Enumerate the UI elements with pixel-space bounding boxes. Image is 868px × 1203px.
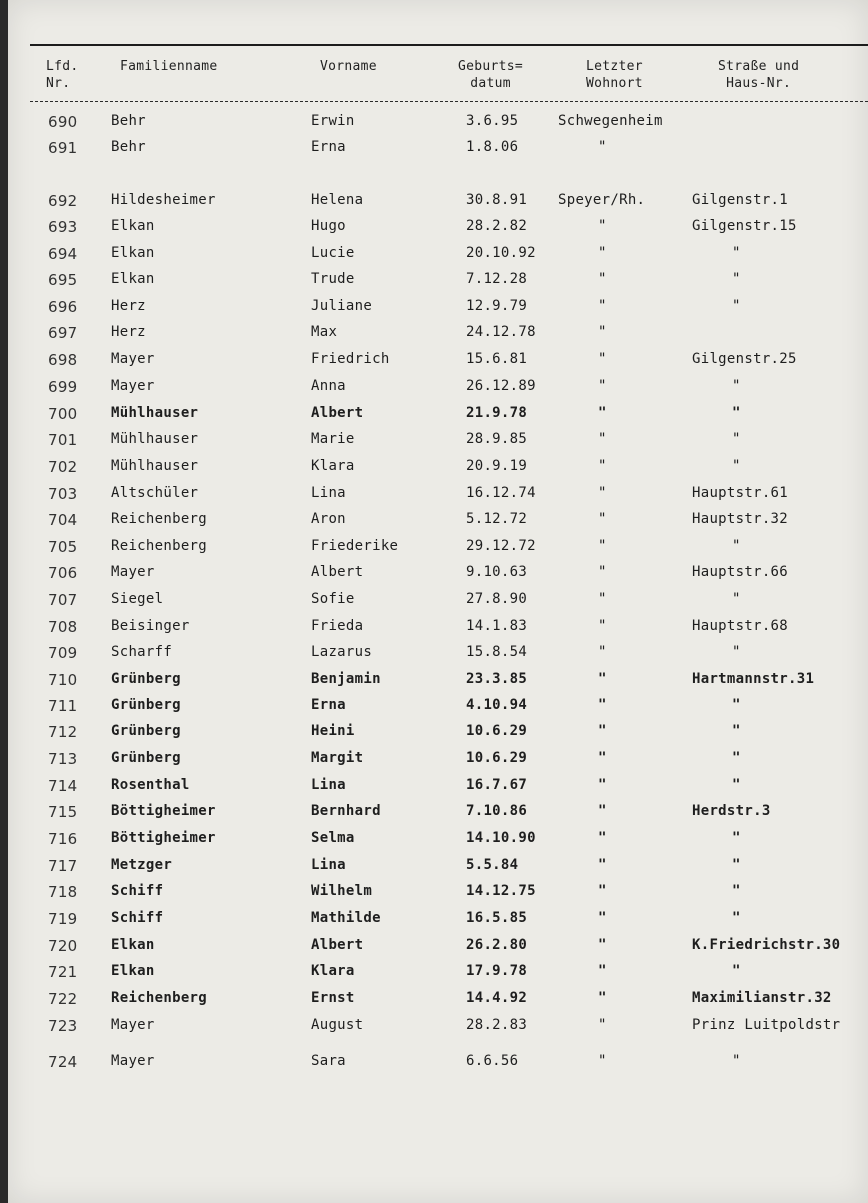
cell-strasse: " (732, 271, 741, 287)
cell-familienname: Reichenberg (111, 511, 208, 527)
cell-vorname: Selma (311, 830, 355, 846)
cell-nr: 694 (48, 245, 78, 263)
cell-geburtsdatum: 7.12.28 (466, 271, 528, 287)
cell-vorname: Klara (311, 963, 355, 979)
cell-nr: 713 (48, 750, 78, 768)
cell-nr: 705 (48, 538, 78, 556)
cell-vorname: Hugo (311, 218, 346, 234)
cell-strasse: " (732, 910, 741, 926)
cell-wohnort: " (598, 458, 607, 474)
cell-nr: 715 (48, 803, 78, 821)
cell-vorname: Erwin (311, 113, 355, 129)
cell-geburtsdatum: 16.5.85 (466, 910, 528, 926)
top-rule (30, 44, 868, 46)
header-vorname: Vorname (320, 59, 377, 74)
cell-vorname: Lina (311, 857, 346, 873)
cell-familienname: Grünberg (111, 750, 181, 766)
cell-wohnort: " (598, 937, 607, 953)
cell-geburtsdatum: 16.12.74 (466, 485, 536, 501)
cell-nr: 704 (48, 511, 78, 529)
cell-strasse: Gilgenstr.15 (692, 218, 797, 234)
cell-vorname: Mathilde (311, 910, 381, 926)
cell-familienname: Beisinger (111, 618, 190, 634)
cell-wohnort: " (598, 883, 607, 899)
cell-familienname: Mühlhauser (111, 405, 199, 421)
cell-vorname: Ernst (311, 990, 355, 1006)
cell-familienname: Elkan (111, 271, 155, 287)
cell-strasse: K.Friedrichstr.30 (692, 937, 841, 953)
cell-wohnort: " (598, 405, 607, 421)
cell-wohnort: " (598, 671, 607, 687)
cell-strasse: " (732, 538, 741, 554)
cell-nr: 701 (48, 431, 78, 449)
cell-wohnort: " (598, 857, 607, 873)
cell-wohnort: " (598, 990, 607, 1006)
cell-strasse: Gilgenstr.1 (692, 192, 789, 208)
cell-vorname: Aron (311, 511, 346, 527)
cell-familienname: Schiff (111, 883, 164, 899)
cell-familienname: Elkan (111, 963, 155, 979)
cell-familienname: Grünberg (111, 671, 181, 687)
cell-vorname: Marie (311, 431, 355, 447)
cell-geburtsdatum: 26.2.80 (466, 937, 528, 953)
cell-wohnort: " (598, 697, 607, 713)
header-nr: Lfd. Nr. (46, 59, 79, 91)
cell-familienname: Mayer (111, 564, 155, 580)
cell-vorname: Lina (311, 777, 346, 793)
cell-wohnort: " (598, 803, 607, 819)
cell-familienname: Böttigheimer (111, 803, 216, 819)
cell-vorname: Friedrich (311, 351, 390, 367)
cell-geburtsdatum: 20.9.19 (466, 458, 528, 474)
cell-wohnort: " (598, 218, 607, 234)
cell-geburtsdatum: 15.6.81 (466, 351, 528, 367)
cell-strasse: " (732, 1053, 741, 1069)
cell-nr: 708 (48, 618, 78, 636)
cell-geburtsdatum: 29.12.72 (466, 538, 536, 554)
cell-strasse: " (732, 245, 741, 261)
cell-nr: 691 (48, 139, 78, 157)
cell-familienname: Elkan (111, 245, 155, 261)
cell-nr: 702 (48, 458, 78, 476)
cell-wohnort: " (598, 431, 607, 447)
header-geburtsdatum: Geburts= datum (458, 59, 524, 91)
cell-strasse: " (732, 750, 741, 766)
cell-familienname: Scharff (111, 644, 173, 660)
cell-geburtsdatum: 14.1.83 (466, 618, 528, 634)
cell-familienname: Hildesheimer (111, 192, 216, 208)
cell-wohnort: " (598, 271, 607, 287)
cell-nr: 710 (48, 671, 78, 689)
cell-vorname: Juliane (311, 298, 373, 314)
cell-strasse: Prinz Luitpoldstr (692, 1017, 841, 1033)
cell-geburtsdatum: 3.6.95 (466, 113, 519, 129)
cell-nr: 724 (48, 1053, 78, 1071)
cell-vorname: Anna (311, 378, 346, 394)
cell-wohnort: Schwegenheim (558, 113, 663, 129)
cell-wohnort: " (598, 351, 607, 367)
cell-vorname: Frieda (311, 618, 364, 634)
cell-vorname: Helena (311, 192, 364, 208)
cell-vorname: Erna (311, 139, 346, 155)
cell-strasse: " (732, 857, 741, 873)
cell-familienname: Grünberg (111, 723, 181, 739)
cell-familienname: Elkan (111, 937, 155, 953)
cell-wohnort: " (598, 910, 607, 926)
cell-geburtsdatum: 14.10.90 (466, 830, 536, 846)
cell-geburtsdatum: 30.8.91 (466, 192, 528, 208)
cell-wohnort: " (598, 298, 607, 314)
cell-nr: 695 (48, 271, 78, 289)
cell-vorname: Heini (311, 723, 355, 739)
cell-wohnort: " (598, 1053, 607, 1069)
cell-nr: 718 (48, 883, 78, 901)
cell-vorname: August (311, 1017, 364, 1033)
cell-geburtsdatum: 15.8.54 (466, 644, 528, 660)
cell-nr: 697 (48, 324, 78, 342)
cell-vorname: Albert (311, 564, 364, 580)
cell-geburtsdatum: 20.10.92 (466, 245, 536, 261)
document-page (8, 0, 868, 1203)
cell-vorname: Benjamin (311, 671, 381, 687)
cell-wohnort: " (598, 830, 607, 846)
cell-nr: 721 (48, 963, 78, 981)
cell-familienname: Reichenberg (111, 538, 208, 554)
header-wohnort: Letzter Wohnort (586, 59, 643, 91)
cell-familienname: Herz (111, 324, 146, 340)
cell-familienname: Mayer (111, 1017, 155, 1033)
cell-familienname: Metzger (111, 857, 173, 873)
cell-nr: 714 (48, 777, 78, 795)
cell-strasse: Hauptstr.61 (692, 485, 789, 501)
cell-geburtsdatum: 1.8.06 (466, 139, 519, 155)
cell-geburtsdatum: 12.9.79 (466, 298, 528, 314)
cell-nr: 711 (48, 697, 78, 715)
cell-geburtsdatum: 9.10.63 (466, 564, 528, 580)
cell-geburtsdatum: 24.12.78 (466, 324, 536, 340)
cell-strasse: " (732, 723, 741, 739)
cell-geburtsdatum: 28.2.82 (466, 218, 528, 234)
cell-wohnort: " (598, 511, 607, 527)
cell-familienname: Mayer (111, 378, 155, 394)
cell-nr: 720 (48, 937, 78, 955)
cell-nr: 703 (48, 485, 78, 503)
cell-vorname: Albert (311, 937, 364, 953)
cell-strasse: Gilgenstr.25 (692, 351, 797, 367)
cell-familienname: Behr (111, 139, 146, 155)
cell-strasse: " (732, 883, 741, 899)
cell-familienname: Siegel (111, 591, 164, 607)
cell-strasse: Herdstr.3 (692, 803, 771, 819)
cell-geburtsdatum: 10.6.29 (466, 723, 528, 739)
cell-wohnort: " (598, 644, 607, 660)
cell-vorname: Wilhelm (311, 883, 373, 899)
cell-vorname: Sara (311, 1053, 346, 1069)
cell-nr: 692 (48, 192, 78, 210)
cell-wohnort: " (598, 564, 607, 580)
cell-wohnort: " (598, 750, 607, 766)
cell-geburtsdatum: 21.9.78 (466, 405, 528, 421)
cell-geburtsdatum: 14.4.92 (466, 990, 528, 1006)
cell-geburtsdatum: 7.10.86 (466, 803, 528, 819)
cell-strasse: " (732, 644, 741, 660)
cell-geburtsdatum: 10.6.29 (466, 750, 528, 766)
cell-wohnort: " (598, 723, 607, 739)
cell-vorname: Erna (311, 697, 346, 713)
cell-wohnort: Speyer/Rh. (558, 192, 646, 208)
cell-vorname: Lazarus (311, 644, 373, 660)
cell-geburtsdatum: 5.12.72 (466, 511, 528, 527)
cell-geburtsdatum: 26.12.89 (466, 378, 536, 394)
cell-geburtsdatum: 28.9.85 (466, 431, 528, 447)
cell-geburtsdatum: 28.2.83 (466, 1017, 528, 1033)
cell-strasse: " (732, 963, 741, 979)
cell-geburtsdatum: 4.10.94 (466, 697, 528, 713)
cell-nr: 717 (48, 857, 78, 875)
cell-wohnort: " (598, 324, 607, 340)
cell-vorname: Lina (311, 485, 346, 501)
cell-strasse: " (732, 777, 741, 793)
cell-strasse: " (732, 378, 741, 394)
cell-strasse: Hauptstr.68 (692, 618, 789, 634)
cell-geburtsdatum: 16.7.67 (466, 777, 528, 793)
cell-nr: 722 (48, 990, 78, 1008)
cell-nr: 719 (48, 910, 78, 928)
cell-familienname: Behr (111, 113, 146, 129)
cell-familienname: Grünberg (111, 697, 181, 713)
cell-strasse: " (732, 298, 741, 314)
cell-geburtsdatum: 6.6.56 (466, 1053, 519, 1069)
cell-strasse: " (732, 830, 741, 846)
cell-familienname: Mayer (111, 351, 155, 367)
cell-vorname: Klara (311, 458, 355, 474)
cell-vorname: Lucie (311, 245, 355, 261)
cell-familienname: Altschüler (111, 485, 199, 501)
cell-familienname: Rosenthal (111, 777, 190, 793)
cell-familienname: Reichenberg (111, 990, 208, 1006)
cell-strasse: " (732, 591, 741, 607)
cell-wohnort: " (598, 591, 607, 607)
cell-wohnort: " (598, 245, 607, 261)
cell-vorname: Bernhard (311, 803, 381, 819)
cell-familienname: Herz (111, 298, 146, 314)
cell-nr: 716 (48, 830, 78, 848)
header-familienname: Familienname (120, 59, 218, 74)
cell-nr: 707 (48, 591, 78, 609)
cell-nr: 699 (48, 378, 78, 396)
cell-nr: 690 (48, 113, 78, 131)
cell-geburtsdatum: 27.8.90 (466, 591, 528, 607)
cell-nr: 696 (48, 298, 78, 316)
cell-familienname: Mühlhauser (111, 458, 199, 474)
cell-strasse: " (732, 405, 741, 421)
cell-strasse: Hartmannstr.31 (692, 671, 815, 687)
cell-familienname: Mühlhauser (111, 431, 199, 447)
cell-strasse: Hauptstr.66 (692, 564, 789, 580)
cell-nr: 706 (48, 564, 78, 582)
cell-strasse: Hauptstr.32 (692, 511, 789, 527)
header-strasse: Straße und Haus-Nr. (718, 59, 800, 91)
cell-vorname: Max (311, 324, 338, 340)
cell-strasse: Maximilianstr.32 (692, 990, 832, 1006)
cell-familienname: Mayer (111, 1053, 155, 1069)
cell-strasse: " (732, 697, 741, 713)
cell-wohnort: " (598, 378, 607, 394)
cell-wohnort: " (598, 963, 607, 979)
cell-familienname: Elkan (111, 218, 155, 234)
cell-vorname: Friederike (311, 538, 399, 554)
cell-nr: 698 (48, 351, 78, 369)
cell-nr: 693 (48, 218, 78, 236)
cell-wohnort: " (598, 538, 607, 554)
cell-familienname: Schiff (111, 910, 164, 926)
cell-nr: 712 (48, 723, 78, 741)
cell-vorname: Albert (311, 405, 364, 421)
cell-strasse: " (732, 431, 741, 447)
cell-geburtsdatum: 17.9.78 (466, 963, 528, 979)
cell-wohnort: " (598, 618, 607, 634)
cell-vorname: Sofie (311, 591, 355, 607)
cell-geburtsdatum: 23.3.85 (466, 671, 528, 687)
cell-nr: 709 (48, 644, 78, 662)
cell-geburtsdatum: 5.5.84 (466, 857, 519, 873)
cell-vorname: Margit (311, 750, 364, 766)
header-rule (30, 101, 868, 102)
cell-wohnort: " (598, 777, 607, 793)
cell-wohnort: " (598, 1017, 607, 1033)
cell-nr: 700 (48, 405, 78, 423)
cell-wohnort: " (598, 139, 607, 155)
cell-vorname: Trude (311, 271, 355, 287)
cell-strasse: " (732, 458, 741, 474)
cell-nr: 723 (48, 1017, 78, 1035)
cell-geburtsdatum: 14.12.75 (466, 883, 536, 899)
cell-familienname: Böttigheimer (111, 830, 216, 846)
cell-wohnort: " (598, 485, 607, 501)
